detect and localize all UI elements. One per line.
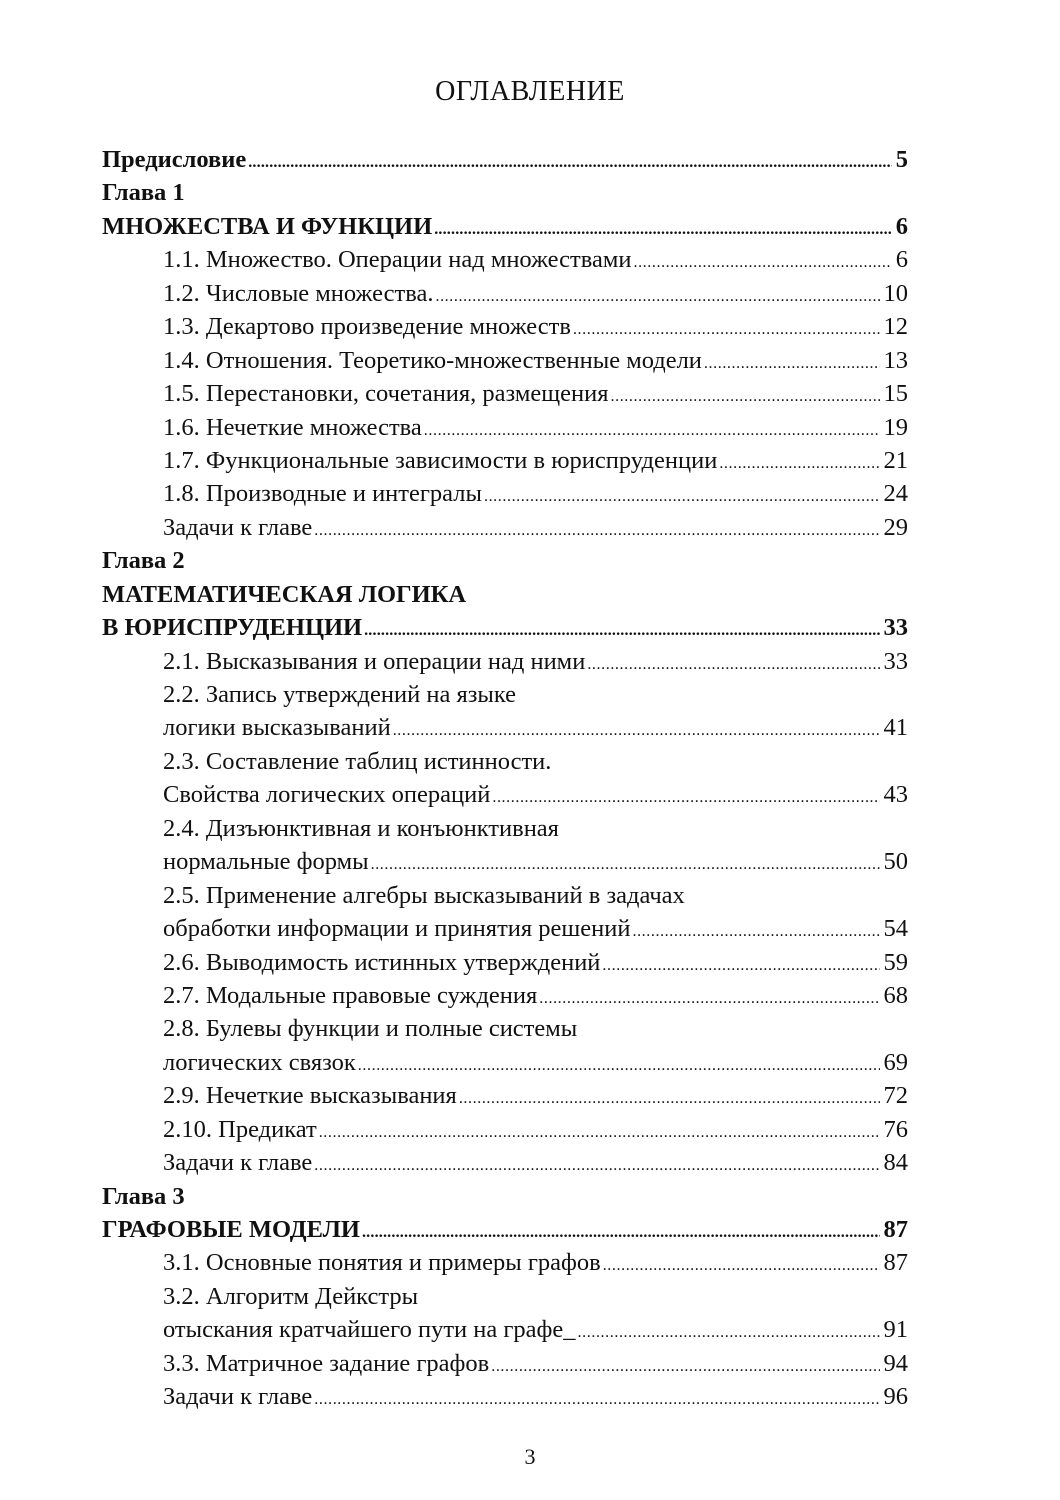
toc-entry-chapter-3[interactable] (102, 1213, 908, 1246)
toc-entry-3-1[interactable] (102, 1246, 908, 1279)
toc-entry-chapter-1-tasks[interactable] (102, 511, 908, 544)
dot-leader (314, 1149, 879, 1179)
dot-leader (358, 1049, 880, 1079)
toc-entry-title: Глава 1 (102, 179, 185, 207)
toc-entry-2-5-line-1 (102, 879, 908, 912)
dot-leader (719, 447, 879, 477)
chapter-2-title-line-1 (102, 578, 908, 611)
toc-entry-page: 87 (883, 1216, 908, 1243)
dot-leader (633, 246, 891, 276)
toc-entry-1-1[interactable] (102, 243, 908, 276)
toc-entry-title: 1.2. Числовые множества. (163, 279, 434, 307)
toc-entry-1-5[interactable] (102, 377, 908, 410)
page-title: ОГЛАВЛЕНИЕ (435, 76, 625, 107)
toc-entry-preface[interactable] (102, 143, 908, 176)
toc-entry-title: 1.3. Декартово произведение множеств (163, 313, 571, 341)
dot-leader (314, 514, 879, 544)
toc-entry-title: 1.8. Производные и интегралы (163, 480, 482, 508)
dot-leader (434, 213, 892, 243)
toc-entry-1-6[interactable] (102, 411, 908, 444)
dot-leader (371, 848, 880, 878)
toc-entry-page: 15 (883, 380, 908, 408)
toc-entry-page: 33 (883, 614, 908, 642)
toc-entry-page: 68 (883, 981, 908, 1009)
toc-entry-2-10[interactable] (102, 1113, 908, 1146)
dot-leader (587, 648, 879, 678)
toc-entry-2-3[interactable] (102, 778, 908, 811)
dot-leader (602, 949, 879, 979)
dot-leader (435, 280, 879, 310)
toc-entry-page: 43 (883, 781, 908, 809)
toc-entry-2-7[interactable] (102, 979, 908, 1012)
dot-leader (459, 1082, 880, 1112)
toc-entry-1-2[interactable] (102, 277, 908, 310)
toc-entry-title: 2.1. Высказывания и операции над ними (163, 647, 586, 675)
toc-entry-page: 54 (883, 915, 908, 943)
toc-entry-title: нормальные формы (163, 848, 369, 876)
toc-entry-page: 59 (883, 948, 908, 976)
toc-entry-title: 2.10. Предикат (163, 1115, 317, 1143)
toc-entry-page: 6 (895, 246, 908, 274)
dot-leader (611, 380, 880, 410)
dot-leader (704, 347, 880, 377)
toc-entry-page: 87 (883, 1249, 908, 1277)
table-of-contents (102, 143, 908, 1414)
toc-entry-page: 69 (883, 1048, 908, 1076)
toc-entry-chapter-1[interactable] (102, 210, 908, 243)
dot-leader (319, 1116, 880, 1146)
toc-entry-page: 72 (883, 1082, 908, 1110)
dot-leader (573, 313, 880, 343)
dot-leader (364, 614, 879, 644)
dot-leader (539, 982, 879, 1012)
toc-entry-1-4[interactable] (102, 344, 908, 377)
toc-entry-2-5[interactable] (102, 912, 908, 945)
toc-entry-2-2[interactable] (102, 711, 908, 744)
toc-entry-2-4[interactable] (102, 845, 908, 878)
toc-entry-page: 24 (883, 480, 908, 508)
toc-entry-title: МНОЖЕСТВА И ФУНКЦИИ (102, 212, 433, 240)
toc-entry-page: 5 (895, 146, 908, 173)
dot-leader (248, 146, 892, 176)
toc-entry-title: Предисловие (102, 146, 247, 173)
toc-entry-page: 41 (883, 714, 908, 742)
toc-entry-page: 50 (883, 848, 908, 876)
toc-entry-page: 13 (883, 346, 908, 374)
chapter-3-label (102, 1180, 908, 1213)
toc-entry-title: 2.7. Модальные правовые суждения (163, 981, 538, 1009)
toc-entry-chapter-2[interactable] (102, 611, 908, 644)
toc-entry-chapter-3-tasks[interactable] (102, 1380, 908, 1413)
toc-entry-title: 3.3. Матричное задание графов (163, 1349, 490, 1377)
dot-leader (491, 1350, 879, 1380)
toc-entry-title: 1.5. Перестановки, сочетания, размещения (163, 380, 609, 408)
toc-entry-title: Свойства логических операций (163, 781, 491, 809)
toc-entry-chapter-2-tasks[interactable] (102, 1146, 908, 1179)
toc-entry-title: 2.8. Булевы функции и полные системы (163, 1015, 578, 1043)
toc-entry-1-8[interactable] (102, 477, 908, 510)
toc-entry-title: 3.2. Алгоритм Дейкстры (163, 1282, 419, 1310)
toc-entry-title: 3.1. Основные понятия и примеры графов (163, 1249, 601, 1277)
dot-leader (314, 1383, 879, 1413)
toc-entry-2-8[interactable] (102, 1046, 908, 1079)
toc-entry-page: 94 (883, 1349, 908, 1377)
dot-leader (492, 781, 879, 811)
toc-entry-2-6[interactable] (102, 946, 908, 979)
toc-entry-title: 2.5. Применение алгебры высказываний в задачах (163, 881, 685, 909)
toc-entry-page: 33 (883, 647, 908, 675)
toc-entry-title: 2.3. Составление таблиц истинности. (163, 747, 552, 775)
toc-entry-page: 29 (883, 513, 908, 541)
toc-entry-title: Глава 2 (102, 547, 185, 575)
toc-entry-1-7[interactable] (102, 444, 908, 477)
toc-entry-3-3[interactable] (102, 1347, 908, 1380)
toc-entry-title: 2.9. Нечеткие высказывания (163, 1082, 457, 1110)
toc-entry-title: отыскания кратчайшего пути на графе_ (163, 1316, 576, 1344)
toc-entry-title: логики высказываний (163, 714, 391, 742)
toc-entry-title: обработки информации и принятия решений (163, 915, 631, 943)
dot-leader (603, 1249, 880, 1279)
toc-entry-title: ГРАФОВЫЕ МОДЕЛИ (102, 1216, 360, 1243)
toc-entry-page: 76 (883, 1115, 908, 1143)
toc-entry-title: Глава 3 (102, 1182, 185, 1210)
toc-entry-title: 1.6. Нечеткие множества (163, 413, 422, 441)
toc-entry-title: Задачи к главе (163, 1149, 313, 1177)
toc-entry-2-3-line-1 (102, 745, 908, 778)
toc-entry-title: 2.6. Выводимость истинных утверждений (163, 948, 601, 976)
toc-entry-2-9[interactable] (102, 1079, 908, 1112)
toc-entry-title: В ЮРИСПРУДЕНЦИИ (102, 614, 363, 642)
toc-entry-title: Задачи к главе (163, 1383, 313, 1411)
toc-entry-title: 2.4. Дизъюнктивная и конъюнктивная (163, 814, 559, 842)
toc-entry-page: 84 (883, 1149, 908, 1177)
toc-entry-title: 2.2. Запись утверждений на языке (163, 681, 517, 708)
toc-entry-page: 96 (883, 1383, 908, 1411)
toc-entry-page: 91 (883, 1316, 908, 1344)
chapter-2-label (102, 544, 908, 577)
toc-entry-3-2[interactable] (102, 1313, 908, 1346)
toc-entry-2-1[interactable] (102, 645, 908, 678)
toc-entry-title: 1.1. Множество. Операции над множествами (163, 246, 632, 274)
dot-leader (393, 714, 880, 744)
toc-entry-title: Задачи к главе (163, 513, 313, 541)
toc-entry-2-4-line-1 (102, 812, 908, 845)
dot-leader (578, 1316, 880, 1346)
dot-leader (484, 480, 880, 510)
toc-entry-1-3[interactable] (102, 310, 908, 343)
toc-entry-title: 1.4. Отношения. Теоретико-множественные модели (163, 346, 702, 374)
toc-entry-title: логических связок (163, 1048, 356, 1076)
toc-entry-2-2-line-1 (102, 678, 908, 711)
chapter-1-label (102, 176, 908, 209)
toc-entry-3-2-line-1 (102, 1280, 908, 1313)
dot-leader (424, 414, 880, 444)
toc-entry-page: 21 (883, 446, 908, 474)
dot-leader (632, 915, 879, 945)
toc-entry-2-8-line-1 (102, 1012, 908, 1045)
toc-entry-page: 19 (883, 413, 908, 441)
toc-entry-page: 6 (895, 212, 908, 240)
toc-entry-page: 12 (883, 313, 908, 341)
toc-entry-title: 1.7. Функциональные зависимости в юриспруденции (163, 446, 718, 474)
dot-leader (362, 1216, 880, 1246)
page-number: 3 (524, 1444, 536, 1469)
toc-entry-title: МАТЕМАТИЧЕСКАЯ ЛОГИКА (102, 580, 467, 608)
toc-entry-page: 10 (883, 279, 908, 307)
